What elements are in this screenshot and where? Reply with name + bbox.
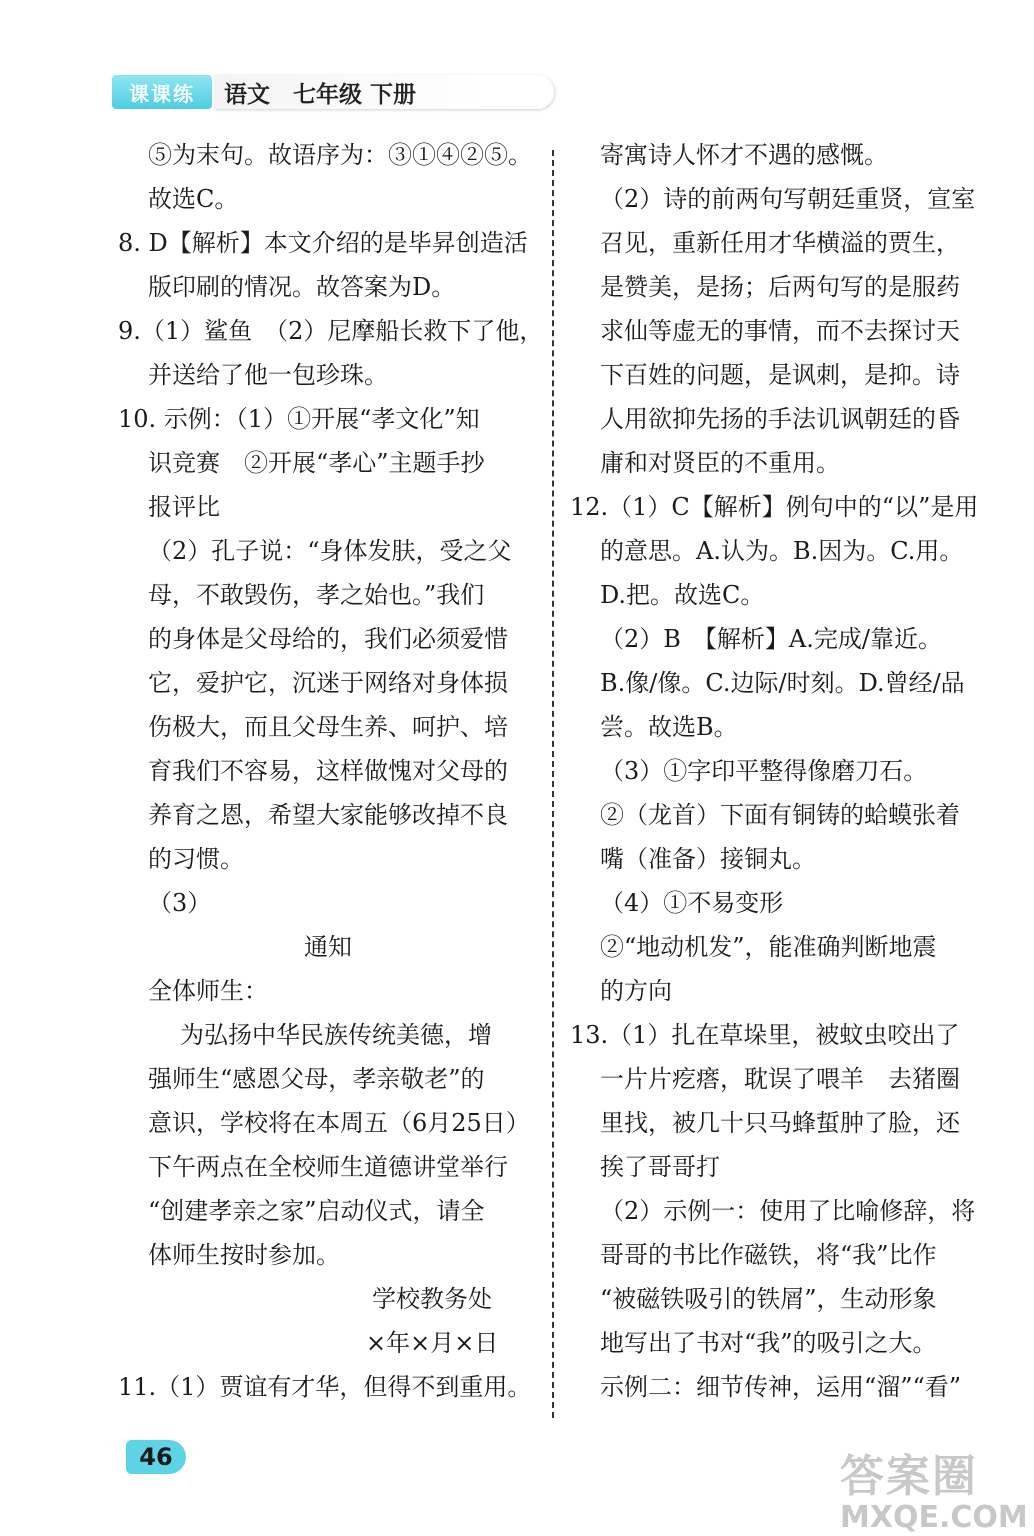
text-line: “被磁铁吸引的铁屑”，生动形象 [600,1285,937,1313]
text-line: 地写出了书对“我”的吸引之大。 [600,1329,937,1357]
text-line: （3） [148,889,212,917]
text-line: B.像/像。C.边际/时刻。D.曾经/品 [600,669,965,697]
text-line: 报评比 [148,493,220,521]
text-line: 求仙等虚无的事情，而不去探讨天 [600,317,960,345]
subject-tab: 语文 七年级 下册 [214,75,554,109]
text-line: 哥哥的书比作磁铁，将“我”比作 [600,1241,937,1269]
text-line: 人用欲抑先扬的手法讥讽朝廷的昏 [600,405,960,433]
answer-8: 8. D【解析】本文介绍的是毕昇创造活 [118,229,528,257]
text-line: 示例二：细节传神，运用“溜”“看” [600,1373,962,1401]
text-line: 的身体是父母给的，我们必须爱惜 [148,625,508,653]
notice-salutation: 全体师生： [148,977,268,1005]
text-line: 的意思。A.认为。B.因为。C.用。 [600,537,964,565]
notice-signature: 学校教务处 [372,1285,492,1313]
watermark-text: 答案圈 [840,1451,978,1502]
watermark-url: MXQE.COM [840,1500,1028,1535]
answer-11: 11.（1）贾谊有才华，但得不到重用。 [118,1373,532,1401]
answer-12: 12.（1）C【解析】例句中的“以”是用 [570,493,979,521]
column-divider [552,150,554,1418]
text-line: 嘴（准备）接铜丸。 [600,845,816,873]
text-line: ⑤为末句。故语序为：③①④②⑤。 [148,141,532,169]
text-line: 并送给了他一包珍珠。 [148,361,388,389]
text-line: 尝。故选B。 [600,713,738,741]
text-line: 的方向 [600,977,672,1005]
text-line: 它，爱护它，沉迷于网络对身体损 [148,669,508,697]
brand-tab: 课课练 [112,75,212,109]
notice-body: “创建孝亲之家”启动仪式，请全 [148,1197,485,1225]
answer-10: 10. 示例：（1）①开展“孝文化”知 [118,405,480,433]
text-line: 里找，被几十只马蜂蜇肿了脸，还 [600,1109,960,1137]
text-line: 识竞赛 ②开展“孝心”主题手抄 [148,449,485,477]
notice-body: 为弘扬中华民族传统美德，增 [180,1021,492,1049]
answer-9: 9.（1）鲨鱼 （2）尼摩船长救下了他， [118,317,544,345]
text-line: 伤极大，而且父母生养、呵护、培 [148,713,508,741]
text-line: 庸和对贤臣的不重用。 [600,449,840,477]
text-line: 养育之恩，希望大家能够改掉不良 [148,801,508,829]
notice-body: 意识，学校将在本周五（6月25日） [148,1109,530,1137]
notice-body: 体师生按时参加。 [148,1241,340,1269]
text-line: 一片片疙瘩，耽误了喂羊 去猪圈 [600,1065,960,1093]
text-line: 故选C。 [148,185,239,213]
text-line: 挨了哥哥打 [600,1153,720,1181]
notice-title: 通知 [304,933,352,961]
page-header [112,72,452,114]
watermark [840,1440,1030,1536]
text-line: ②（龙首）下面有铜铸的蛤蟆张着 [600,801,960,829]
left-column [118,140,544,1416]
answer-13: 13.（1）扎在草垛里，被蚊虫咬出了 [570,1021,960,1049]
text-line: （4）①不易变形 [600,889,784,917]
notice-date: ×年×月×日 [366,1329,499,1357]
text-line: 是赞美，是扬；后两句写的是服药 [600,273,960,301]
text-line: 召见，重新任用才华横溢的贾生， [600,229,960,257]
text-line: 版印刷的情况。故答案为D。 [148,273,456,301]
text-line: （2）示例一：使用了比喻修辞，将 [600,1197,976,1225]
text-line: 育我们不容易，这样做愧对父母的 [148,757,508,785]
text-line: （2）B 【解析】A.完成/靠近。 [600,625,942,653]
text-line: 寄寓诗人怀才不遇的感慨。 [600,141,888,169]
right-column [570,140,990,1416]
text-line: （3）①字印平整得像磨刀石。 [600,757,928,785]
text-line: 下百姓的问题，是讽刺，是抑。诗 [600,361,960,389]
page-number: 46 [126,1440,186,1474]
text-line: （2）诗的前两句写朝廷重贤，宣室 [600,185,976,213]
text-line: D.把。故选C。 [600,581,765,609]
notice-body: 下午两点在全校师生道德讲堂举行 [148,1153,508,1181]
text-line: （2）孔子说：“身体发肤，受之父 [148,537,512,565]
text-line: 母，不敢毁伤，孝之始也。”我们 [148,581,485,609]
notice-body: 强师生“感恩父母，孝亲敬老”的 [148,1065,485,1093]
text-line: 的习惯。 [148,845,244,873]
text-line: ②“地动机发”，能准确判断地震 [600,933,937,961]
